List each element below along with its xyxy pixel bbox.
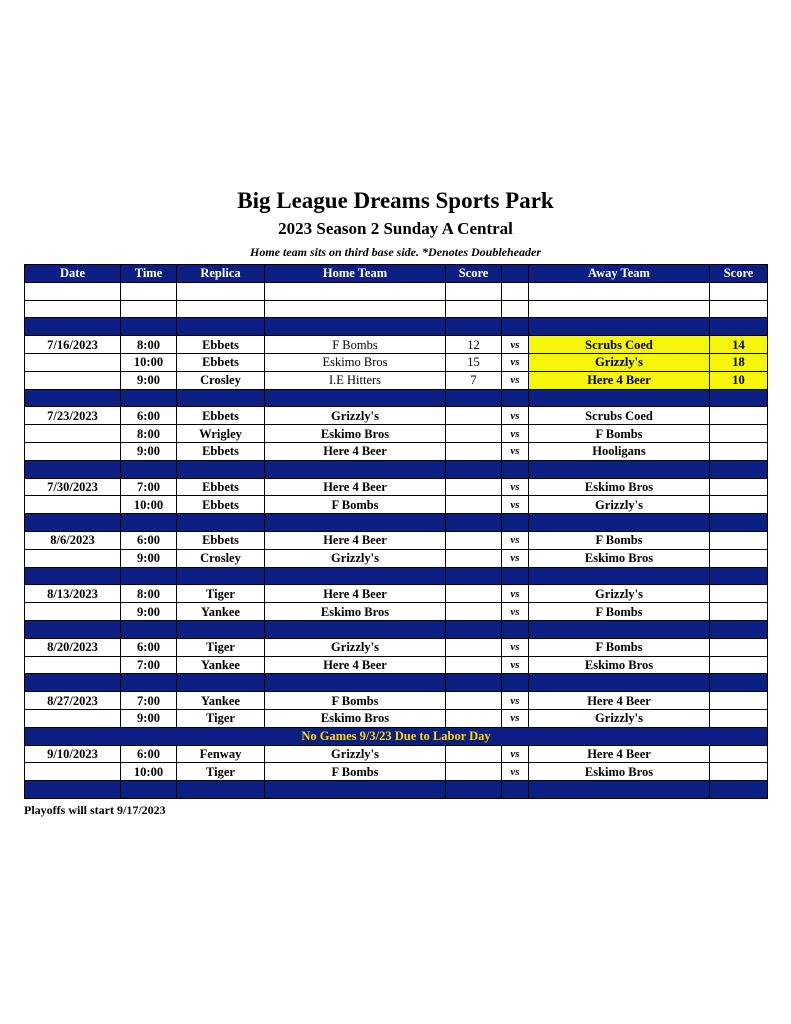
- game-time: 8:00: [121, 425, 177, 443]
- home-team: Here 4 Beer: [265, 478, 446, 496]
- away-team: Hooligans: [529, 442, 710, 460]
- away-team: F Bombs: [529, 531, 710, 549]
- notice-row: [25, 727, 768, 745]
- game-row: [25, 638, 768, 656]
- vs-label: vs: [502, 709, 529, 727]
- empty-cell: [25, 389, 121, 407]
- home-team: Grizzly's: [265, 745, 446, 763]
- empty-cell: [502, 389, 529, 407]
- empty-cell: [710, 620, 768, 638]
- vs-label: vs: [502, 531, 529, 549]
- game-replica: Yankee: [177, 603, 265, 621]
- separator-row: [25, 514, 768, 532]
- away-score: [710, 496, 768, 514]
- col-vs: [502, 265, 529, 283]
- home-score: [446, 745, 502, 763]
- empty-cell: [502, 300, 529, 318]
- home-score: [446, 425, 502, 443]
- game-date: 9/10/2023: [25, 745, 121, 763]
- empty-cell: [25, 514, 121, 532]
- empty-cell: [529, 781, 710, 799]
- empty-cell: [177, 567, 265, 585]
- empty-cell: [710, 781, 768, 799]
- empty-cell: [446, 620, 502, 638]
- empty-cell: [710, 674, 768, 692]
- away-score: [710, 692, 768, 710]
- vs-label: vs: [502, 353, 529, 371]
- home-score: [446, 603, 502, 621]
- empty-cell: [177, 282, 265, 300]
- home-team: Here 4 Beer: [265, 585, 446, 603]
- empty-cell: [529, 514, 710, 532]
- vs-label: vs: [502, 656, 529, 674]
- game-time: 6:00: [121, 531, 177, 549]
- empty-cell: [265, 674, 446, 692]
- home-team: Grizzly's: [265, 638, 446, 656]
- game-row: [25, 692, 768, 710]
- empty-cell: [265, 567, 446, 585]
- away-score: [710, 531, 768, 549]
- empty-cell: [446, 514, 502, 532]
- empty-cell: [177, 620, 265, 638]
- empty-cell: [446, 567, 502, 585]
- vs-label: vs: [502, 371, 529, 389]
- home-score: [446, 709, 502, 727]
- game-time: 7:00: [121, 656, 177, 674]
- home-team: F Bombs: [265, 692, 446, 710]
- away-team: Eskimo Bros: [529, 656, 710, 674]
- game-replica: Crosley: [177, 549, 265, 567]
- game-time: 7:00: [121, 692, 177, 710]
- home-team: Here 4 Beer: [265, 442, 446, 460]
- game-row: [25, 442, 768, 460]
- game-date: 8/27/2023: [25, 692, 121, 710]
- empty-cell: [529, 567, 710, 585]
- away-score: 14: [710, 336, 768, 354]
- away-score: [710, 603, 768, 621]
- empty-cell: [121, 389, 177, 407]
- empty-cell: [502, 674, 529, 692]
- separator-row: [25, 389, 768, 407]
- empty-cell: [265, 781, 446, 799]
- game-row: [25, 763, 768, 781]
- empty-cell: [25, 460, 121, 478]
- away-score: [710, 763, 768, 781]
- empty-cell: [502, 318, 529, 336]
- empty-cell: [710, 567, 768, 585]
- game-row: [25, 336, 768, 354]
- schedule-table: [24, 264, 768, 799]
- game-row: [25, 371, 768, 389]
- game-date: [25, 549, 121, 567]
- empty-cell: [529, 282, 710, 300]
- away-team: Here 4 Beer: [529, 745, 710, 763]
- away-team: Scrubs Coed: [529, 407, 710, 425]
- game-replica: Tiger: [177, 638, 265, 656]
- game-time: 6:00: [121, 745, 177, 763]
- schedule-note: Home team sits on third base side. *Denotes Doubleheader: [250, 245, 541, 259]
- game-date: [25, 656, 121, 674]
- game-time: 10:00: [121, 496, 177, 514]
- page-subtitle: 2023 Season 2 Sunday A Central: [278, 219, 513, 238]
- game-date: [25, 763, 121, 781]
- header-row: [25, 265, 768, 283]
- home-score: 15: [446, 353, 502, 371]
- separator-row: [25, 620, 768, 638]
- vs-label: vs: [502, 745, 529, 763]
- away-score: [710, 585, 768, 603]
- game-row: [25, 496, 768, 514]
- game-replica: Wrigley: [177, 425, 265, 443]
- empty-cell: [529, 460, 710, 478]
- empty-cell: [177, 318, 265, 336]
- col-time: Time: [121, 265, 177, 283]
- separator-row: [25, 460, 768, 478]
- game-time: 9:00: [121, 603, 177, 621]
- empty-cell: [177, 674, 265, 692]
- empty-cell: [25, 620, 121, 638]
- game-replica: Fenway: [177, 745, 265, 763]
- game-date: [25, 603, 121, 621]
- home-score: [446, 442, 502, 460]
- game-time: 9:00: [121, 549, 177, 567]
- away-team: Here 4 Beer: [529, 371, 710, 389]
- game-row: [25, 656, 768, 674]
- empty-cell: [502, 514, 529, 532]
- empty-cell: [265, 389, 446, 407]
- empty-cell: [177, 781, 265, 799]
- home-team: Eskimo Bros: [265, 425, 446, 443]
- home-score: [446, 692, 502, 710]
- game-date: 7/30/2023: [25, 478, 121, 496]
- vs-label: vs: [502, 496, 529, 514]
- away-team: F Bombs: [529, 603, 710, 621]
- home-team: Eskimo Bros: [265, 709, 446, 727]
- vs-label: vs: [502, 478, 529, 496]
- away-team: F Bombs: [529, 638, 710, 656]
- empty-cell: [25, 781, 121, 799]
- away-score: [710, 478, 768, 496]
- game-replica: Tiger: [177, 763, 265, 781]
- empty-cell: [121, 514, 177, 532]
- empty-cell: [446, 781, 502, 799]
- home-score: 12: [446, 336, 502, 354]
- empty-cell: [177, 389, 265, 407]
- vs-label: vs: [502, 692, 529, 710]
- game-time: 10:00: [121, 763, 177, 781]
- game-replica: Ebbets: [177, 353, 265, 371]
- vs-label: vs: [502, 585, 529, 603]
- empty-cell: [502, 282, 529, 300]
- game-row: [25, 585, 768, 603]
- game-replica: Ebbets: [177, 407, 265, 425]
- empty-cell: [446, 674, 502, 692]
- game-date: [25, 371, 121, 389]
- away-team: Grizzly's: [529, 496, 710, 514]
- empty-cell: [529, 620, 710, 638]
- vs-label: vs: [502, 763, 529, 781]
- away-score: [710, 638, 768, 656]
- game-replica: Tiger: [177, 709, 265, 727]
- game-row: [25, 603, 768, 621]
- game-row: [25, 549, 768, 567]
- schedule-body: [25, 282, 768, 798]
- empty-cell: [25, 567, 121, 585]
- game-replica: Yankee: [177, 656, 265, 674]
- separator-row: [25, 674, 768, 692]
- empty-cell: [265, 318, 446, 336]
- col-away-team: Away Team: [529, 265, 710, 283]
- game-time: 6:00: [121, 407, 177, 425]
- empty-cell: [177, 514, 265, 532]
- game-replica: Ebbets: [177, 336, 265, 354]
- home-score: [446, 478, 502, 496]
- empty-cell: [446, 460, 502, 478]
- away-team: Eskimo Bros: [529, 478, 710, 496]
- away-score: [710, 549, 768, 567]
- empty-cell: [25, 318, 121, 336]
- home-team: Grizzly's: [265, 407, 446, 425]
- game-replica: Ebbets: [177, 496, 265, 514]
- game-time: 9:00: [121, 442, 177, 460]
- game-replica: Ebbets: [177, 531, 265, 549]
- home-team: Here 4 Beer: [265, 656, 446, 674]
- game-time: 10:00: [121, 353, 177, 371]
- away-score: 10: [710, 371, 768, 389]
- away-team: Eskimo Bros: [529, 763, 710, 781]
- col-date: Date: [25, 265, 121, 283]
- empty-cell: [25, 674, 121, 692]
- away-team: Here 4 Beer: [529, 692, 710, 710]
- empty-cell: [710, 514, 768, 532]
- home-score: [446, 531, 502, 549]
- empty-cell: [265, 460, 446, 478]
- vs-label: vs: [502, 336, 529, 354]
- game-row: [25, 531, 768, 549]
- empty-cell: [529, 389, 710, 407]
- game-replica: Ebbets: [177, 442, 265, 460]
- away-score: [710, 442, 768, 460]
- blank-row: [25, 282, 768, 300]
- empty-cell: [529, 674, 710, 692]
- vs-label: vs: [502, 638, 529, 656]
- home-score: 7: [446, 371, 502, 389]
- empty-cell: [710, 389, 768, 407]
- empty-cell: [265, 300, 446, 318]
- away-team: Grizzly's: [529, 709, 710, 727]
- away-team: Grizzly's: [529, 353, 710, 371]
- away-score: [710, 425, 768, 443]
- game-row: [25, 745, 768, 763]
- col-away-score: Score: [710, 265, 768, 283]
- empty-cell: [446, 282, 502, 300]
- empty-cell: [446, 389, 502, 407]
- empty-cell: [265, 514, 446, 532]
- game-row: [25, 478, 768, 496]
- separator-row: [25, 567, 768, 585]
- blank-row: [25, 300, 768, 318]
- empty-cell: [710, 282, 768, 300]
- away-score: [710, 656, 768, 674]
- page-title: Big League Dreams Sports Park: [237, 188, 554, 213]
- col-home-team: Home Team: [265, 265, 446, 283]
- home-team: Eskimo Bros: [265, 603, 446, 621]
- col-replica: Replica: [177, 265, 265, 283]
- game-time: 8:00: [121, 585, 177, 603]
- game-date: 7/16/2023: [25, 336, 121, 354]
- game-replica: Crosley: [177, 371, 265, 389]
- home-score: [446, 549, 502, 567]
- home-team: F Bombs: [265, 496, 446, 514]
- empty-cell: [710, 318, 768, 336]
- separator-row: [25, 781, 768, 799]
- empty-cell: [121, 567, 177, 585]
- away-score: [710, 709, 768, 727]
- col-home-score: Score: [446, 265, 502, 283]
- away-team: Scrubs Coed: [529, 336, 710, 354]
- empty-cell: [529, 300, 710, 318]
- notice-text: No Games 9/3/23 Due to Labor Day: [25, 727, 768, 745]
- game-time: 8:00: [121, 336, 177, 354]
- empty-cell: [121, 781, 177, 799]
- away-score: 18: [710, 353, 768, 371]
- empty-cell: [121, 300, 177, 318]
- empty-cell: [710, 300, 768, 318]
- home-score: [446, 763, 502, 781]
- home-score: [446, 496, 502, 514]
- game-date: [25, 442, 121, 460]
- game-time: 9:00: [121, 709, 177, 727]
- empty-cell: [121, 460, 177, 478]
- game-date: [25, 496, 121, 514]
- home-team: Eskimo Bros: [265, 353, 446, 371]
- home-score: [446, 407, 502, 425]
- home-team: Here 4 Beer: [265, 531, 446, 549]
- game-date: [25, 353, 121, 371]
- game-date: 8/6/2023: [25, 531, 121, 549]
- home-team: I.E Hitters: [265, 371, 446, 389]
- vs-label: vs: [502, 407, 529, 425]
- empty-cell: [446, 300, 502, 318]
- game-replica: Yankee: [177, 692, 265, 710]
- game-replica: Ebbets: [177, 478, 265, 496]
- game-date: [25, 709, 121, 727]
- empty-cell: [265, 282, 446, 300]
- empty-cell: [446, 318, 502, 336]
- game-time: 6:00: [121, 638, 177, 656]
- empty-cell: [25, 282, 121, 300]
- empty-cell: [502, 567, 529, 585]
- game-date: 8/20/2023: [25, 638, 121, 656]
- home-score: [446, 585, 502, 603]
- playoffs-note: Playoffs will start 9/17/2023: [24, 803, 166, 817]
- game-date: 8/13/2023: [25, 585, 121, 603]
- separator-row: [25, 318, 768, 336]
- vs-label: vs: [502, 603, 529, 621]
- game-row: [25, 353, 768, 371]
- empty-cell: [265, 620, 446, 638]
- away-team: F Bombs: [529, 425, 710, 443]
- game-time: 7:00: [121, 478, 177, 496]
- vs-label: vs: [502, 442, 529, 460]
- empty-cell: [529, 318, 710, 336]
- game-date: [25, 425, 121, 443]
- empty-cell: [502, 781, 529, 799]
- away-team: Eskimo Bros: [529, 549, 710, 567]
- empty-cell: [177, 460, 265, 478]
- empty-cell: [502, 620, 529, 638]
- away-score: [710, 745, 768, 763]
- empty-cell: [25, 300, 121, 318]
- vs-label: vs: [502, 425, 529, 443]
- empty-cell: [502, 460, 529, 478]
- home-score: [446, 638, 502, 656]
- game-time: 9:00: [121, 371, 177, 389]
- game-row: [25, 709, 768, 727]
- empty-cell: [710, 460, 768, 478]
- home-team: F Bombs: [265, 336, 446, 354]
- vs-label: vs: [502, 549, 529, 567]
- home-score: [446, 656, 502, 674]
- empty-cell: [121, 674, 177, 692]
- empty-cell: [121, 318, 177, 336]
- game-row: [25, 407, 768, 425]
- home-team: Grizzly's: [265, 549, 446, 567]
- game-row: [25, 425, 768, 443]
- home-team: F Bombs: [265, 763, 446, 781]
- empty-cell: [121, 620, 177, 638]
- empty-cell: [121, 282, 177, 300]
- away-team: Grizzly's: [529, 585, 710, 603]
- empty-cell: [177, 300, 265, 318]
- away-score: [710, 407, 768, 425]
- game-replica: Tiger: [177, 585, 265, 603]
- game-date: 7/23/2023: [25, 407, 121, 425]
